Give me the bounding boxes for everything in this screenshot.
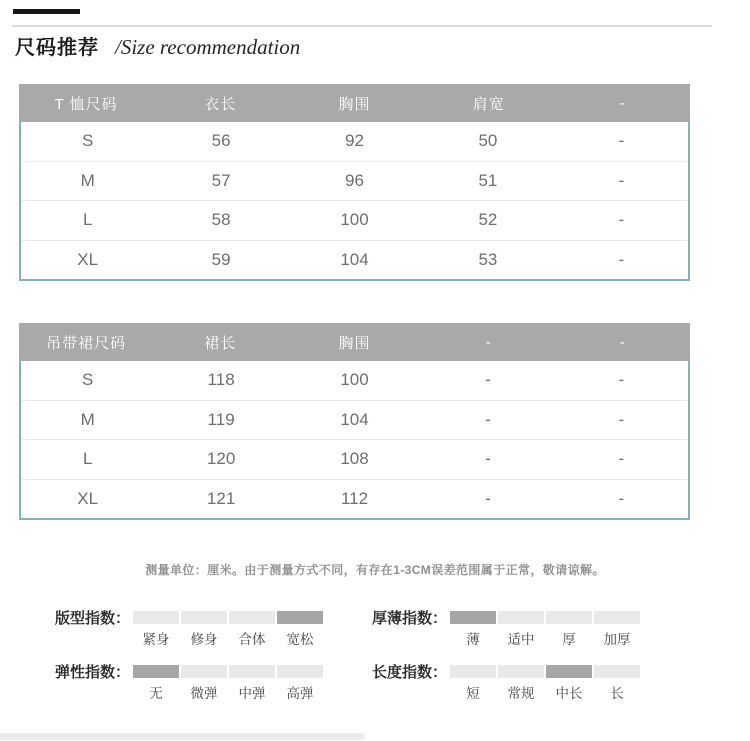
- table-cell: XL: [77, 488, 99, 508]
- table-cell: 120: [206, 449, 236, 469]
- index-segment-label: 宽松: [286, 632, 314, 647]
- dress-size-table: [19, 323, 690, 520]
- index-segment-bar: [181, 665, 227, 678]
- table-cell: 51: [478, 170, 498, 190]
- index-label: 长度指数：: [372, 664, 448, 681]
- table-header-cell: -: [619, 333, 626, 351]
- index-segment-bar: [277, 665, 323, 678]
- table-row: [21, 161, 688, 201]
- table-cell: -: [485, 409, 491, 429]
- table-cell: 50: [478, 131, 498, 151]
- table-cell: 100: [340, 210, 369, 230]
- table-cell: -: [485, 449, 491, 469]
- table-cell: M: [80, 409, 95, 429]
- index-segment-label: 薄: [466, 632, 480, 647]
- table-row: [21, 479, 688, 519]
- index-segment-label: 微弹: [190, 686, 218, 701]
- index-segment: [546, 665, 592, 702]
- tshirt-size-table: [19, 84, 690, 281]
- index-segment-bar: [546, 665, 592, 678]
- index-segment: [594, 611, 640, 648]
- table-header-cell: 裙长: [204, 334, 237, 352]
- table-row: [21, 439, 688, 479]
- index-segment: [133, 665, 179, 702]
- measurement-note: 测量单位：厘米。由于测量方式不同，有存在1-3CM误差范围属于正常，敬请谅解。: [145, 563, 605, 577]
- table-cell: -: [618, 170, 625, 190]
- table-cell: L: [82, 210, 93, 230]
- table-cell: 121: [206, 488, 236, 508]
- table-cell: 104: [340, 249, 369, 269]
- table-header-cell: 胸围: [338, 95, 371, 113]
- index-segment-bar: [450, 611, 496, 624]
- index-segment-label: 短: [466, 686, 480, 701]
- table-cell: 53: [478, 249, 498, 269]
- table-cell: 57: [211, 170, 231, 190]
- table-cell: 100: [340, 370, 369, 390]
- table-row: [21, 122, 688, 161]
- index-group-thickness: [372, 611, 640, 648]
- index-segment-bar: [546, 611, 592, 624]
- table-cell: 104: [340, 409, 369, 429]
- index-label: 厚薄指数：: [372, 610, 448, 627]
- table-cell: 108: [340, 449, 369, 469]
- table-cell: S: [82, 370, 94, 390]
- table-cell: 119: [207, 409, 235, 429]
- index-segment-bar: [133, 611, 179, 624]
- table-cell: -: [618, 131, 625, 151]
- page-title: 尺码推荐: [15, 37, 99, 59]
- table-cell: 92: [345, 131, 364, 151]
- table-row: [21, 240, 688, 280]
- index-label: 弹性指数：: [55, 664, 131, 681]
- table-cell: -: [618, 210, 625, 230]
- table-header-cell: -: [619, 94, 626, 112]
- table-header-cell: 胸围: [338, 334, 371, 352]
- header-divider: [12, 25, 712, 27]
- index-segment-label: 中弹: [238, 686, 266, 701]
- table-cell: L: [82, 449, 93, 469]
- index-segment-bar: [181, 611, 227, 624]
- table-header-cell: -: [485, 333, 492, 351]
- index-segment: [181, 665, 227, 702]
- index-segment-label: 厚: [562, 632, 576, 647]
- table-cell: 56: [211, 131, 231, 151]
- index-segment: [277, 665, 323, 702]
- index-segment-label: 中长: [555, 686, 583, 701]
- table-body: [19, 122, 690, 281]
- index-segment-bar: [594, 611, 640, 624]
- table-cell: 96: [345, 170, 364, 190]
- index-segment-label: 紧身: [142, 632, 170, 647]
- index-segment: [498, 611, 544, 648]
- table-cell: XL: [77, 249, 99, 269]
- table-row: [21, 361, 688, 400]
- index-group-elasticity: [55, 665, 323, 702]
- index-segment: [181, 611, 227, 648]
- index-segment-bar: [229, 611, 275, 624]
- table-header-row: [19, 84, 690, 122]
- table-header-cell: T 恤尺码: [54, 95, 118, 113]
- table-cell: 118: [207, 370, 235, 390]
- index-segment-bar: [594, 665, 640, 678]
- index-group-fit: [55, 611, 323, 648]
- table-header-cell: 衣长: [204, 95, 237, 113]
- table-cell: 112: [340, 488, 369, 508]
- index-segment-label: 高弹: [286, 686, 314, 701]
- table-cell: 59: [211, 249, 231, 269]
- index-segment-bar: [277, 611, 323, 624]
- index-segment-label: 适中: [507, 632, 535, 647]
- section-title: [15, 31, 300, 60]
- table-header-row: [19, 323, 690, 361]
- index-segment-bar: [450, 665, 496, 678]
- index-group-length: [372, 665, 640, 702]
- index-segment: [229, 665, 275, 702]
- table-cell: -: [618, 409, 625, 429]
- index-segment-bar: [498, 665, 544, 678]
- table-cell: 58: [211, 210, 231, 230]
- index-segment: [498, 665, 544, 702]
- table-header-cell: 肩宽: [472, 95, 505, 113]
- index-segment-label: 修身: [190, 632, 218, 647]
- bottom-partial-divider: [0, 733, 365, 740]
- index-segments: [133, 611, 323, 648]
- table-row: [21, 400, 688, 440]
- index-segment: [594, 665, 640, 702]
- index-segment-bar: [498, 611, 544, 624]
- index-segment: [133, 611, 179, 648]
- index-segment: [546, 611, 592, 648]
- table-body: [19, 361, 690, 520]
- table-cell: -: [618, 449, 625, 469]
- index-segment-label: 无: [149, 686, 163, 701]
- top-accent-bar: [13, 9, 80, 14]
- index-segment: [229, 611, 275, 648]
- table-cell: -: [618, 488, 625, 508]
- table-cell: -: [618, 249, 625, 269]
- index-label: 版型指数：: [55, 610, 131, 627]
- page-title-en: /Size recommendation: [115, 35, 301, 59]
- index-segments: [450, 611, 640, 648]
- table-cell: -: [618, 370, 625, 390]
- index-segments: [133, 665, 323, 702]
- table-cell: M: [80, 170, 95, 190]
- index-segment: [450, 665, 496, 702]
- index-segment: [450, 611, 496, 648]
- index-segment: [277, 611, 323, 648]
- index-segment-label: 长: [610, 686, 624, 701]
- index-segment-label: 合体: [238, 632, 266, 647]
- index-segment-label: 加厚: [603, 632, 631, 647]
- table-cell: 52: [478, 210, 498, 230]
- table-cell: -: [485, 370, 491, 390]
- table-header-cell: 吊带裙尺码: [46, 334, 127, 352]
- index-segments: [450, 665, 640, 702]
- index-segment-bar: [229, 665, 275, 678]
- table-cell: S: [82, 131, 94, 151]
- index-segment-label: 常规: [507, 686, 535, 701]
- table-cell: -: [485, 488, 491, 508]
- index-segment-bar: [133, 665, 179, 678]
- table-row: [21, 200, 688, 240]
